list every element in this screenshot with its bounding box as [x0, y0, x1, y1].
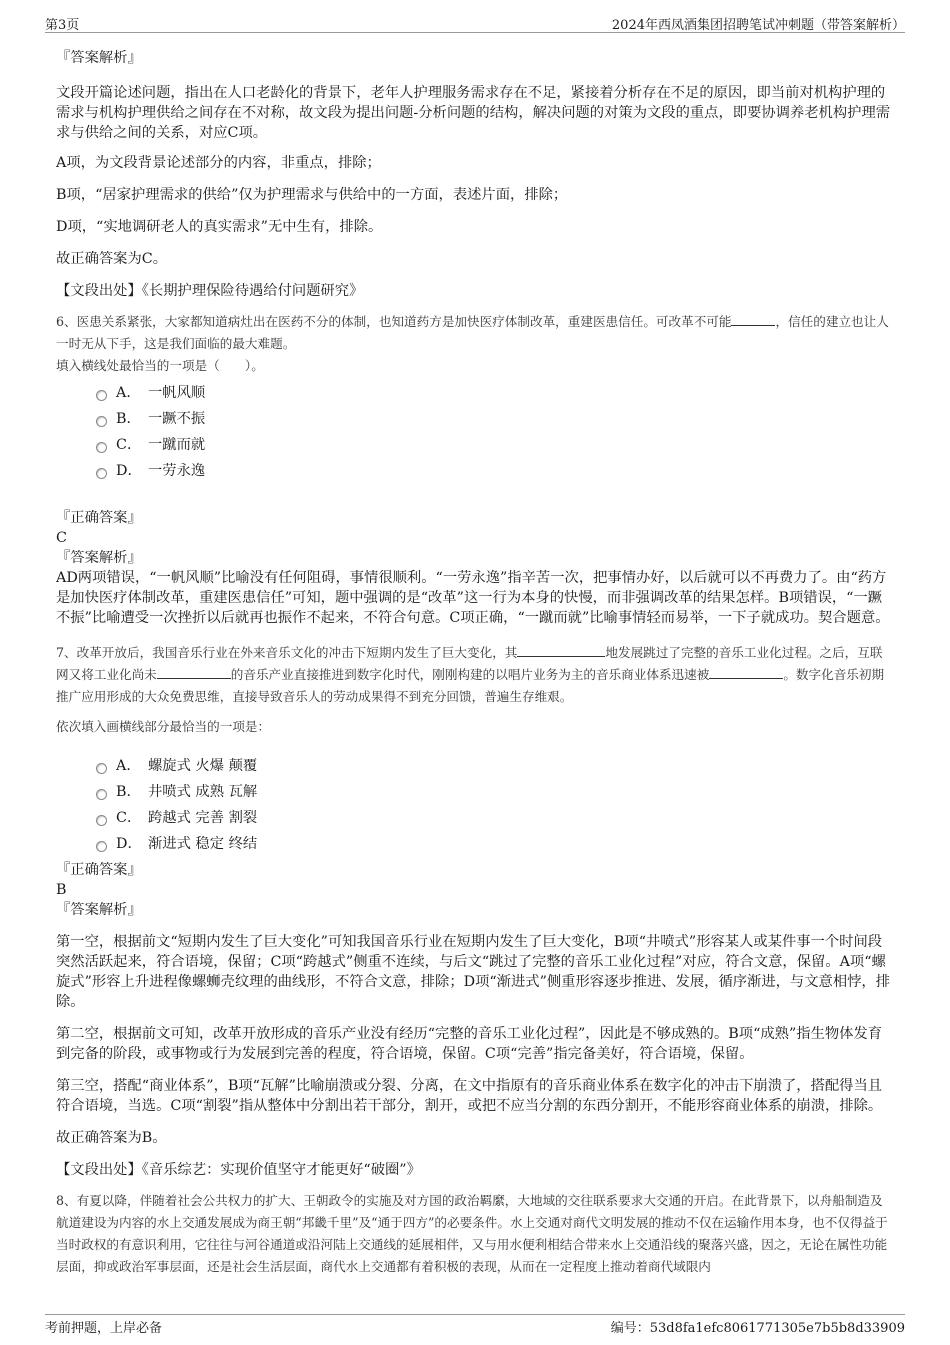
answer-summary: 故正确答案为B。 [56, 1130, 167, 1146]
document-id: 编号：53d8fa1efc8061771305e7b5b8d33909 [610, 1321, 905, 1336]
analysis-paragraph: B项，“居家护理需求的供给”仅为护理需求与供给中的一方面，表述片面，排除； [56, 187, 568, 203]
analysis-paragraph: 第一空，根据前文“短期内发生了巨大变化”可知我国音乐行业在短期内发生了巨大变化，B项“井喷式”形容某人或某件事一个时间段突然活跃起来，符合语境，保留；C项“跨越式”侧重不连续，与后文“跳过了完整的音乐工业化过程”对应，符合文意，保留。A项“螺旋式”形容上升进程像螺蛳壳纹理的曲线形，不符合文意，排除；D项“渐进式”侧重形容逐步推进、发展，循序渐进，与文意相悖，排除。 [56, 934, 891, 1010]
question-prompt: 填入横线处最恰当的一项是（ ）。 [56, 358, 264, 373]
option-b[interactable]: B． 一蹶不振 [96, 405, 894, 431]
option-a[interactable]: A． 螺旋式 火爆 颠覆 [96, 752, 894, 778]
option-list [96, 752, 894, 856]
page-footer [45, 1314, 905, 1335]
question-prompt: 依次填入画横线部分最恰当的一项是： [56, 719, 271, 734]
radio-button[interactable] [96, 468, 107, 479]
option-c[interactable]: C． 一蹴而就 [96, 431, 894, 457]
option-list [96, 379, 894, 483]
analysis-paragraph: 第二空，根据前文可知，改革开放形成的音乐产业没有经历“完整的音乐工业化过程”，因此是不够成熟的。B项“成熟”指生物体发育到完备的阶段，或事物或行为发展到完善的程度，符合语境，保留。C项“完善”指完备美好，符合语境，保留。 [56, 1026, 883, 1062]
analysis-heading: 『答案解析』 [56, 50, 142, 66]
analysis-heading: 『答案解析』 [56, 550, 142, 566]
option-d[interactable]: D． 渐进式 稳定 终结 [96, 830, 894, 856]
radio-button[interactable] [96, 789, 107, 800]
source-citation: 【文段出处】《长期护理保险待遇给付问题研究》 [56, 283, 364, 299]
question-stem: 7、改革开放后，我国音乐行业在外来音乐文化的冲击下短期内发生了巨大变化，其 地发展跳过了完整的音乐工业化过程。之后，互联网又将工业化尚未 的音乐产业直接推进到数字化时代，刚刚构建的以唱片业务为主的音乐商业体系迅速被 。数字化音乐初期推广应用形成的大众免费思维，直接导致音乐人的劳动成果得不到充分回馈，普遍生存维艰。 [56, 642, 894, 708]
main-content [56, 44, 894, 1278]
analysis-paragraph: 文段开篇论述问题，指出在人口老龄化的背景下，老年人护理服务需求存在不足，紧接着分析存在不足的原因，即当前对机构护理的需求与机构护理供给之间存在不对称，故文段为提出问题-分析问题的结构，解决问题的对策为文段的重点，即要协调养老机构护理需求与供给之间的关系，对应C项。 [56, 85, 891, 141]
fill-blank [709, 664, 783, 679]
fill-blank [157, 664, 231, 679]
option-d[interactable]: D． 一劳永逸 [96, 457, 894, 483]
radio-button[interactable] [96, 416, 107, 427]
document-title: 2024年西凤酒集团招聘笔试冲刺题（带答案解析） [611, 18, 905, 33]
analysis-paragraph: A项，为文段背景论述部分的内容，非重点，排除； [56, 155, 381, 171]
correct-answer: C [56, 530, 67, 546]
source-citation: 【文段出处】《音乐综艺：实现价值坚守才能更好“破圈”》 [56, 1162, 421, 1178]
radio-button[interactable] [96, 390, 107, 401]
page-header [45, 12, 905, 33]
fill-blank [731, 311, 775, 326]
option-c[interactable]: C． 跨越式 完善 割裂 [96, 804, 894, 830]
option-b[interactable]: B． 井喷式 成熟 瓦解 [96, 778, 894, 804]
analysis-paragraph: 第三空，搭配“商业体系”，B项“瓦解”比喻崩溃或分裂、分离，在文中指原有的音乐商业体系在数字化的冲击下崩溃了，搭配得当且符合语境，当选。C项“割裂”指从整体中分割出若干部分，割开，或把不应当分割的东西分割开，不能形容商业体系的崩溃，排除。 [56, 1078, 883, 1114]
question-stem: 6、医患关系紧张，大家都知道病灶出在医药不分的体制，也知道药方是加快医疗体制改革，重建医患信任。可改革不可能 ，信任的建立也让人一时无从下手，这是我们面临的最大难题。 [56, 311, 894, 355]
footer-slogan: 考前押题，上岸必备 [45, 1321, 163, 1336]
analysis-paragraph: D项，“实地调研老人的真实需求”无中生有，排除。 [56, 219, 383, 235]
analysis-paragraph: AD两项错误，“一帆风顺”比喻没有任何阻碍，事情很顺利。“一劳永逸”指辛苦一次，把事情办好，以后就可以不再费力了。由“药方是加快医疗体制改革，重建医患信任”可知，题中强调的是“改革”这一行为本身的快慢，而非强调改革的结果怎样。B项错误，“一蹶不振”比喻遭受一次挫折以后就再也振作不起来，不符合句意。C项正确，“一蹴而就”比喻事情轻而易举，一下子就成功。契合题意。 [56, 570, 890, 626]
option-a[interactable]: A． 一帆风顺 [96, 379, 894, 405]
answer-heading: 『正确答案』 [56, 862, 142, 878]
radio-button[interactable] [96, 815, 107, 826]
answer-summary: 故正确答案为C。 [56, 251, 168, 267]
radio-button[interactable] [96, 763, 107, 774]
question-stem: 8、有夏以降，伴随着社会公共权力的扩大、王朝政令的实施及对方国的政治羁縻，大地域的交往联系要求大交通的开启。在此背景下，以舟船制造及航道建设为内容的水上交通发展成为商王朝“邦畿千里”及“通于四方”的必要条件。水上交通对商代文明发展的推动不仅在运输作用本身，也不仅得益于当时政权的有意识利用，它往往与河谷通道或沿河陆上交通线的延展相伴，又与用水便利相结合带来水上交通沿线的聚落兴盛，因之，无论在属性功能层面，抑或政治军事层面，还是社会生活层面，商代水上交通都有着积极的表现，从而在一定程度上推动着商代域限内 [56, 1193, 888, 1274]
analysis-heading: 『答案解析』 [56, 902, 142, 918]
fill-blank [517, 642, 605, 657]
radio-button[interactable] [96, 442, 107, 453]
page-number: 第3页 [45, 18, 80, 33]
correct-answer: B [56, 882, 67, 898]
radio-button[interactable] [96, 841, 107, 852]
answer-heading: 『正确答案』 [56, 510, 142, 526]
